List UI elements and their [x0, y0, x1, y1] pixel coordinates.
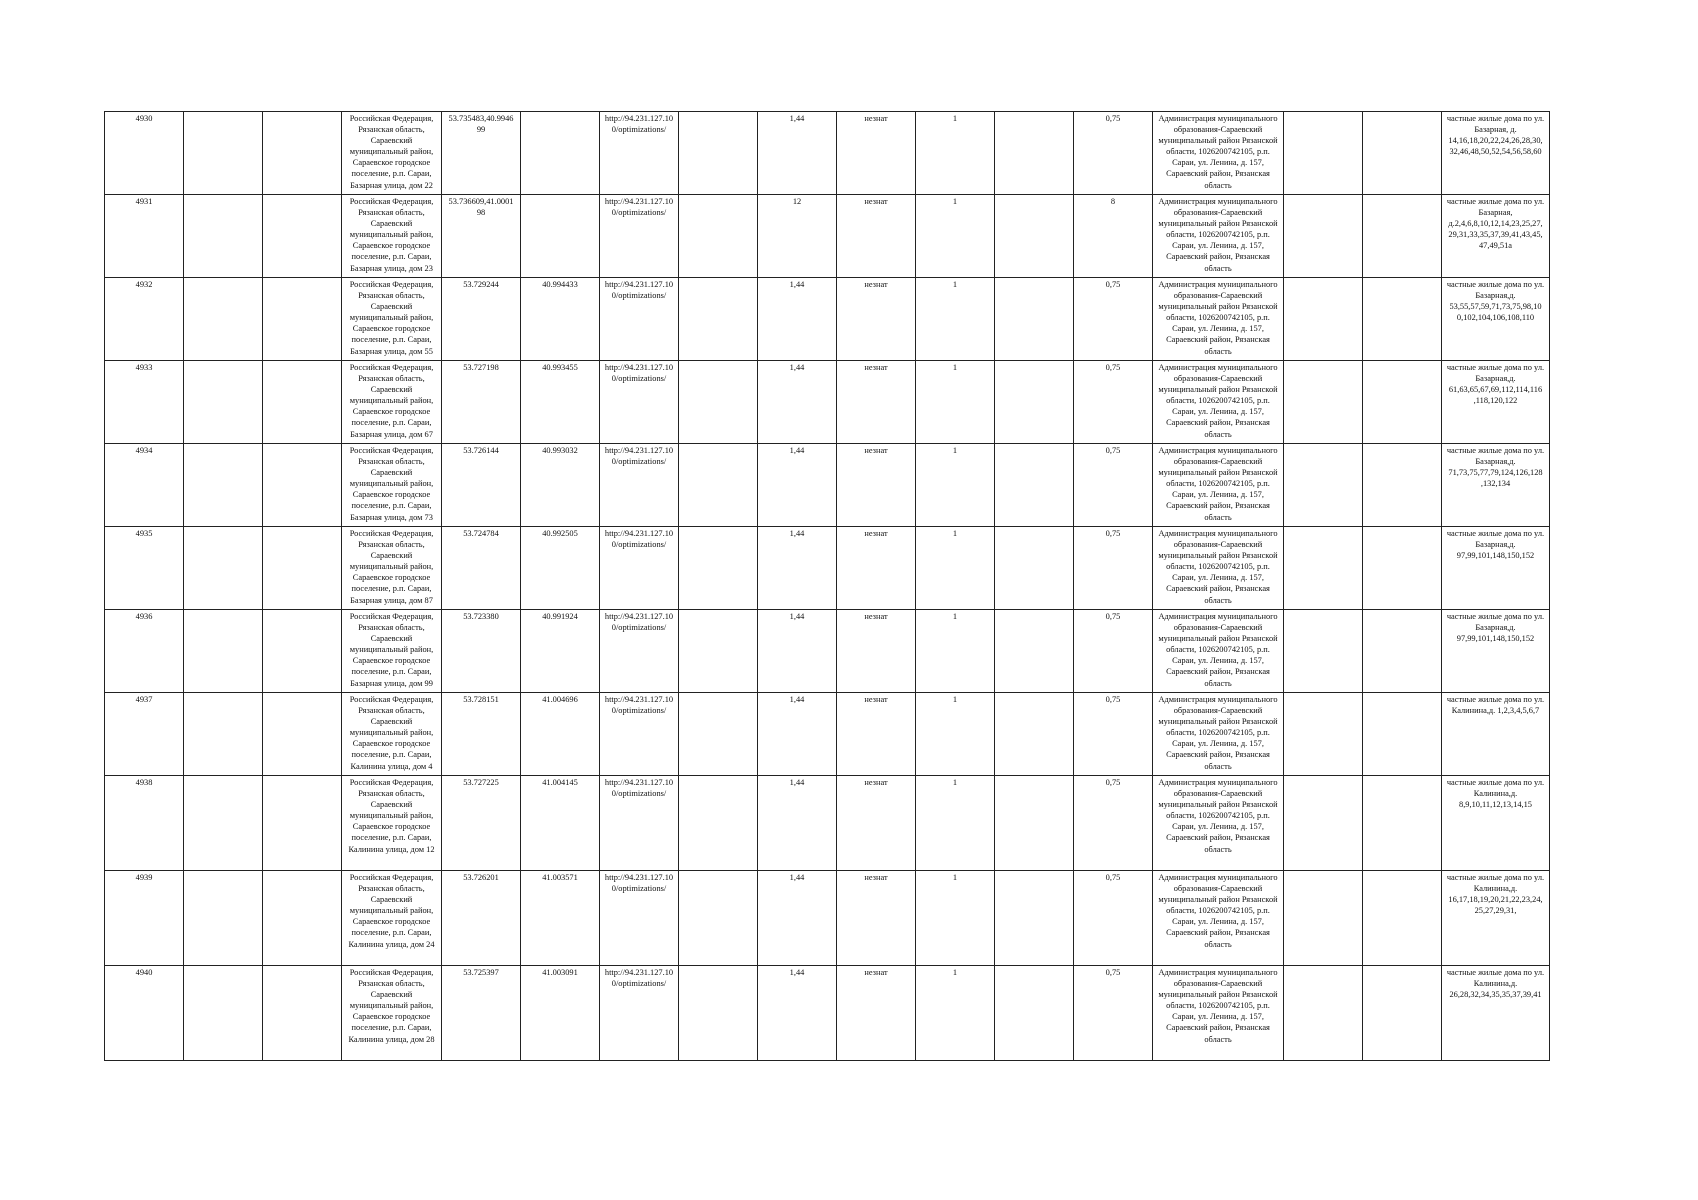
empty-cell — [1284, 278, 1363, 361]
volume-cell: 0,75 — [1074, 112, 1153, 195]
volume-cell: 0,75 — [1074, 527, 1153, 610]
empty-cell — [995, 693, 1074, 776]
latitude-cell: 53.736609,41.0001 98 — [442, 195, 521, 278]
volume-cell: 0,75 — [1074, 776, 1153, 871]
link-cell[interactable]: http://94.231.127.10 0/optimizations/ — [600, 610, 679, 693]
empty-cell — [263, 693, 342, 776]
container-count-cell: 1 — [916, 361, 995, 444]
address-cell: Российская Федерация, Рязанская область, Сараевский муниципальный район, Сараевское городское поселение, р.п. Сараи, Калинина улица, дом 28 — [342, 966, 442, 1061]
empty-cell — [184, 776, 263, 871]
empty-cell — [1284, 112, 1363, 195]
table-row — [105, 776, 1550, 871]
empty-cell — [679, 278, 758, 361]
longitude-cell: 41.003571 — [521, 871, 600, 966]
volume-cell: 0,75 — [1074, 361, 1153, 444]
container-count-cell: 1 — [916, 527, 995, 610]
record-number-cell: 4936 — [105, 610, 184, 693]
empty-cell — [1363, 776, 1442, 871]
link-cell[interactable]: http://94.231.127.10 0/optimizations/ — [600, 278, 679, 361]
record-number-cell: 4932 — [105, 278, 184, 361]
longitude-cell: 41.003091 — [521, 966, 600, 1061]
area-cell: 1,44 — [758, 776, 837, 871]
area-cell: 1,44 — [758, 871, 837, 966]
empty-cell — [1363, 195, 1442, 278]
empty-cell — [263, 527, 342, 610]
longitude-cell: 41.004696 — [521, 693, 600, 776]
container-count-cell: 1 — [916, 444, 995, 527]
longitude-cell: 40.994433 — [521, 278, 600, 361]
latitude-cell: 53.728151 — [442, 693, 521, 776]
record-number-cell: 4937 — [105, 693, 184, 776]
record-number-cell: 4938 — [105, 776, 184, 871]
volume-cell: 0,75 — [1074, 871, 1153, 966]
table-row — [105, 444, 1550, 527]
volume-cell: 0,75 — [1074, 693, 1153, 776]
empty-cell — [1363, 361, 1442, 444]
record-number-cell: 4939 — [105, 871, 184, 966]
empty-cell — [679, 693, 758, 776]
container-count-cell: 1 — [916, 776, 995, 871]
latitude-cell: 53.726144 — [442, 444, 521, 527]
link-cell[interactable]: http://94.231.127.10 0/optimizations/ — [600, 966, 679, 1061]
surface-material-cell: незнат — [837, 112, 916, 195]
area-cell: 1,44 — [758, 361, 837, 444]
empty-cell — [184, 871, 263, 966]
address-cell: Российская Федерация, Рязанская область, Сараевский муниципальный район, Сараевское городское поселение, р.п. Сараи, Базарная улица, дом 67 — [342, 361, 442, 444]
latitude-cell: 53.729244 — [442, 278, 521, 361]
empty-cell — [263, 112, 342, 195]
empty-cell — [1284, 527, 1363, 610]
empty-cell — [679, 610, 758, 693]
table-row — [105, 112, 1550, 195]
owner-organization-cell: Администрация муниципального образования-Сараевский муниципальный район Рязанской области, 1026200742105, р.п. Сараи, ул. Ленина, д. 157, Сараевский район, Рязанская область — [1153, 966, 1284, 1061]
area-cell: 1,44 — [758, 966, 837, 1061]
empty-cell — [184, 693, 263, 776]
empty-cell — [263, 871, 342, 966]
address-cell: Российская Федерация, Рязанская область, Сараевский муниципальный район, Сараевское городское поселение, р.п. Сараи, Базарная улица, дом 73 — [342, 444, 442, 527]
empty-cell — [1363, 871, 1442, 966]
empty-cell — [1284, 776, 1363, 871]
record-number-cell: 4933 — [105, 361, 184, 444]
empty-cell — [679, 444, 758, 527]
empty-cell — [995, 278, 1074, 361]
surface-material-cell: незнат — [837, 361, 916, 444]
container-count-cell: 1 — [916, 278, 995, 361]
address-cell: Российская Федерация, Рязанская область, Сараевский муниципальный район, Сараевское городское поселение, р.п. Сараи, Базарная улица, дом 99 — [342, 610, 442, 693]
address-cell: Российская Федерация, Рязанская область, Сараевский муниципальный район, Сараевское городское поселение, р.п. Сараи, Базарная улица, дом 22 — [342, 112, 442, 195]
area-cell: 1,44 — [758, 278, 837, 361]
empty-cell — [679, 361, 758, 444]
owner-organization-cell: Администрация муниципального образования-Сараевский муниципальный район Рязанской области, 1026200742105, р.п. Сараи, ул. Ленина, д. 157, Сараевский район, Рязанская область — [1153, 278, 1284, 361]
empty-cell — [679, 195, 758, 278]
empty-cell — [995, 776, 1074, 871]
record-number-cell: 4931 — [105, 195, 184, 278]
empty-cell — [1284, 195, 1363, 278]
empty-cell — [263, 966, 342, 1061]
empty-cell — [1363, 444, 1442, 527]
link-cell[interactable]: http://94.231.127.10 0/optimizations/ — [600, 361, 679, 444]
surface-material-cell: незнат — [837, 871, 916, 966]
empty-cell — [1284, 693, 1363, 776]
volume-cell: 8 — [1074, 195, 1153, 278]
empty-cell — [263, 278, 342, 361]
empty-cell — [995, 444, 1074, 527]
waste-sources-cell: частные жилые дома по ул. Базарная,д. 61,63,65,67,69,112,114,116 ,118,120,122 — [1442, 361, 1550, 444]
waste-sources-cell: частные жилые дома по ул. Базарная, д. 14,16,18,20,22,24,26,28,30, 32,46,48,50,52,54,56,58,60 — [1442, 112, 1550, 195]
owner-organization-cell: Администрация муниципального образования-Сараевский муниципальный район Рязанской области, 1026200742105, р.п. Сараи, ул. Ленина, д. 157, Сараевский район, Рязанская область — [1153, 776, 1284, 871]
empty-cell — [184, 527, 263, 610]
surface-material-cell: незнат — [837, 610, 916, 693]
surface-material-cell: незнат — [837, 527, 916, 610]
waste-sources-cell: частные жилые дома по ул. Калинина,д. 8,9,10,11,12,13,14,15 — [1442, 776, 1550, 871]
empty-cell — [263, 444, 342, 527]
empty-cell — [679, 871, 758, 966]
volume-cell: 0,75 — [1074, 278, 1153, 361]
owner-organization-cell: Администрация муниципального образования-Сараевский муниципальный район Рязанской области, 1026200742105, р.п. Сараи, ул. Ленина, д. 157, Сараевский район, Рязанская область — [1153, 610, 1284, 693]
empty-cell — [1284, 966, 1363, 1061]
address-cell: Российская Федерация, Рязанская область, Сараевский муниципальный район, Сараевское городское поселение, р.п. Сараи, Базарная улица, дом 87 — [342, 527, 442, 610]
latitude-cell: 53.735483,40.9946 99 — [442, 112, 521, 195]
empty-cell — [184, 610, 263, 693]
empty-cell — [995, 361, 1074, 444]
empty-cell — [184, 966, 263, 1061]
empty-cell — [1363, 966, 1442, 1061]
latitude-cell: 53.727225 — [442, 776, 521, 871]
longitude-cell — [521, 112, 600, 195]
waste-sources-cell: частные жилые дома по ул. Базарная,д. 53,55,57,59,71,73,75,98,10 0,102,104,106,108,110 — [1442, 278, 1550, 361]
volume-cell: 0,75 — [1074, 610, 1153, 693]
surface-material-cell: незнат — [837, 776, 916, 871]
empty-cell — [679, 112, 758, 195]
table-body — [105, 112, 1550, 1061]
empty-cell — [995, 966, 1074, 1061]
link-cell[interactable]: http://94.231.127.10 0/optimizations/ — [600, 444, 679, 527]
link-cell[interactable]: http://94.231.127.10 0/optimizations/ — [600, 527, 679, 610]
link-cell[interactable]: http://94.231.127.10 0/optimizations/ — [600, 871, 679, 966]
container-count-cell: 1 — [916, 610, 995, 693]
longitude-cell: 40.993455 — [521, 361, 600, 444]
empty-cell — [263, 361, 342, 444]
empty-cell — [995, 610, 1074, 693]
table-row — [105, 195, 1550, 278]
empty-cell — [679, 776, 758, 871]
longitude-cell: 40.991924 — [521, 610, 600, 693]
address-cell: Российская Федерация, Рязанская область, Сараевский муниципальный район, Сараевское городское поселение, р.п. Сараи, Калинина улица, дом 24 — [342, 871, 442, 966]
table-row — [105, 278, 1550, 361]
container-count-cell: 1 — [916, 966, 995, 1061]
surface-material-cell: незнат — [837, 444, 916, 527]
latitude-cell: 53.726201 — [442, 871, 521, 966]
empty-cell — [995, 112, 1074, 195]
waste-sources-cell: частные жилые дома по ул. Базарная,д. 71,73,75,77,79,124,126,128 ,132,134 — [1442, 444, 1550, 527]
area-cell: 1,44 — [758, 444, 837, 527]
empty-cell — [263, 776, 342, 871]
link-cell[interactable]: http://94.231.127.10 0/optimizations/ — [600, 693, 679, 776]
owner-organization-cell: Администрация муниципального образования-Сараевский муниципальный район Рязанской области, 1026200742105, р.п. Сараи, ул. Ленина, д. 157, Сараевский район, Рязанская область — [1153, 112, 1284, 195]
record-number-cell: 4940 — [105, 966, 184, 1061]
surface-material-cell: незнат — [837, 966, 916, 1061]
empty-cell — [1363, 610, 1442, 693]
longitude-cell: 40.992505 — [521, 527, 600, 610]
owner-organization-cell: Администрация муниципального образования-Сараевский муниципальный район Рязанской области, 1026200742105, р.п. Сараи, ул. Ленина, д. 157, Сараевский район, Рязанская область — [1153, 871, 1284, 966]
latitude-cell: 53.724784 — [442, 527, 521, 610]
empty-cell — [184, 195, 263, 278]
empty-cell — [184, 444, 263, 527]
waste-sources-cell: частные жилые дома по ул. Калинина,д. 1,2,3,4,5,6,7 — [1442, 693, 1550, 776]
record-number-cell: 4930 — [105, 112, 184, 195]
surface-material-cell: незнат — [837, 693, 916, 776]
volume-cell: 0,75 — [1074, 444, 1153, 527]
waste-sources-cell: частные жилые дома по ул. Базарная, д.2,4,6,8,10,12,14,23,25,27, 29,31,33,35,37,39,41,43,45, 47,49,51а — [1442, 195, 1550, 278]
empty-cell — [184, 112, 263, 195]
surface-material-cell: незнат — [837, 195, 916, 278]
address-cell: Российская Федерация, Рязанская область, Сараевский муниципальный район, Сараевское городское поселение, р.п. Сараи, Калинина улица, дом 4 — [342, 693, 442, 776]
area-cell: 1,44 — [758, 610, 837, 693]
container-count-cell: 1 — [916, 693, 995, 776]
volume-cell: 0,75 — [1074, 966, 1153, 1061]
latitude-cell: 53.723380 — [442, 610, 521, 693]
empty-cell — [1284, 444, 1363, 527]
link-cell[interactable]: http://94.231.127.10 0/optimizations/ — [600, 195, 679, 278]
empty-cell — [995, 527, 1074, 610]
empty-cell — [1363, 112, 1442, 195]
owner-organization-cell: Администрация муниципального образования-Сараевский муниципальный район Рязанской области, 1026200742105, р.п. Сараи, ул. Ленина, д. 157, Сараевский район, Рязанская область — [1153, 693, 1284, 776]
table-row — [105, 361, 1550, 444]
link-cell[interactable]: http://94.231.127.10 0/optimizations/ — [600, 112, 679, 195]
empty-cell — [184, 278, 263, 361]
empty-cell — [184, 361, 263, 444]
address-cell: Российская Федерация, Рязанская область, Сараевский муниципальный район, Сараевское городское поселение, р.п. Сараи, Базарная улица, дом 23 — [342, 195, 442, 278]
surface-material-cell: незнат — [837, 278, 916, 361]
empty-cell — [1284, 610, 1363, 693]
waste-sources-cell: частные жилые дома по ул. Калинина,д. 26,28,32,34,35,35,37,39,41 — [1442, 966, 1550, 1061]
table-row — [105, 871, 1550, 966]
empty-cell — [995, 871, 1074, 966]
latitude-cell: 53.727198 — [442, 361, 521, 444]
longitude-cell — [521, 195, 600, 278]
empty-cell — [263, 610, 342, 693]
table-row — [105, 527, 1550, 610]
area-cell: 1,44 — [758, 693, 837, 776]
table-row — [105, 693, 1550, 776]
registry-table — [104, 111, 1550, 1061]
longitude-cell: 40.993032 — [521, 444, 600, 527]
container-count-cell: 1 — [916, 871, 995, 966]
link-cell[interactable]: http://94.231.127.10 0/optimizations/ — [600, 776, 679, 871]
record-number-cell: 4935 — [105, 527, 184, 610]
empty-cell — [679, 527, 758, 610]
owner-organization-cell: Администрация муниципального образования-Сараевский муниципальный район Рязанской области, 1026200742105, р.п. Сараи, ул. Ленина, д. 157, Сараевский район, Рязанская область — [1153, 361, 1284, 444]
area-cell: 1,44 — [758, 527, 837, 610]
empty-cell — [1363, 693, 1442, 776]
container-count-cell: 1 — [916, 112, 995, 195]
empty-cell — [263, 195, 342, 278]
record-number-cell: 4934 — [105, 444, 184, 527]
empty-cell — [1284, 871, 1363, 966]
address-cell: Российская Федерация, Рязанская область, Сараевский муниципальный район, Сараевское городское поселение, р.п. Сараи, Калинина улица, дом 12 — [342, 776, 442, 871]
empty-cell — [995, 195, 1074, 278]
owner-organization-cell: Администрация муниципального образования-Сараевский муниципальный район Рязанской области, 1026200742105, р.п. Сараи, ул. Ленина, д. 157, Сараевский район, Рязанская область — [1153, 444, 1284, 527]
waste-sources-cell: частные жилые дома по ул. Базарная,д. 97,99,101,148,150,152 — [1442, 527, 1550, 610]
empty-cell — [1363, 527, 1442, 610]
address-cell: Российская Федерация, Рязанская область, Сараевский муниципальный район, Сараевское городское поселение, р.п. Сараи, Базарная улица, дом 55 — [342, 278, 442, 361]
longitude-cell: 41.004145 — [521, 776, 600, 871]
table-row — [105, 610, 1550, 693]
waste-sources-cell: частные жилые дома по ул. Базарная,д. 97,99,101,148,150,152 — [1442, 610, 1550, 693]
table-row — [105, 966, 1550, 1061]
latitude-cell: 53.725397 — [442, 966, 521, 1061]
area-cell: 12 — [758, 195, 837, 278]
waste-sources-cell: частные жилые дома по ул. Калинина,д. 16,17,18,19,20,21,22,23,24, 25,27,29,31, — [1442, 871, 1550, 966]
empty-cell — [679, 966, 758, 1061]
empty-cell — [1284, 361, 1363, 444]
container-count-cell: 1 — [916, 195, 995, 278]
empty-cell — [1363, 278, 1442, 361]
owner-organization-cell: Администрация муниципального образования-Сараевский муниципальный район Рязанской области, 1026200742105, р.п. Сараи, ул. Ленина, д. 157, Сараевский район, Рязанская область — [1153, 527, 1284, 610]
area-cell: 1,44 — [758, 112, 837, 195]
owner-organization-cell: Администрация муниципального образования-Сараевский муниципальный район Рязанской области, 1026200742105, р.п. Сараи, ул. Ленина, д. 157, Сараевский район, Рязанская область — [1153, 195, 1284, 278]
